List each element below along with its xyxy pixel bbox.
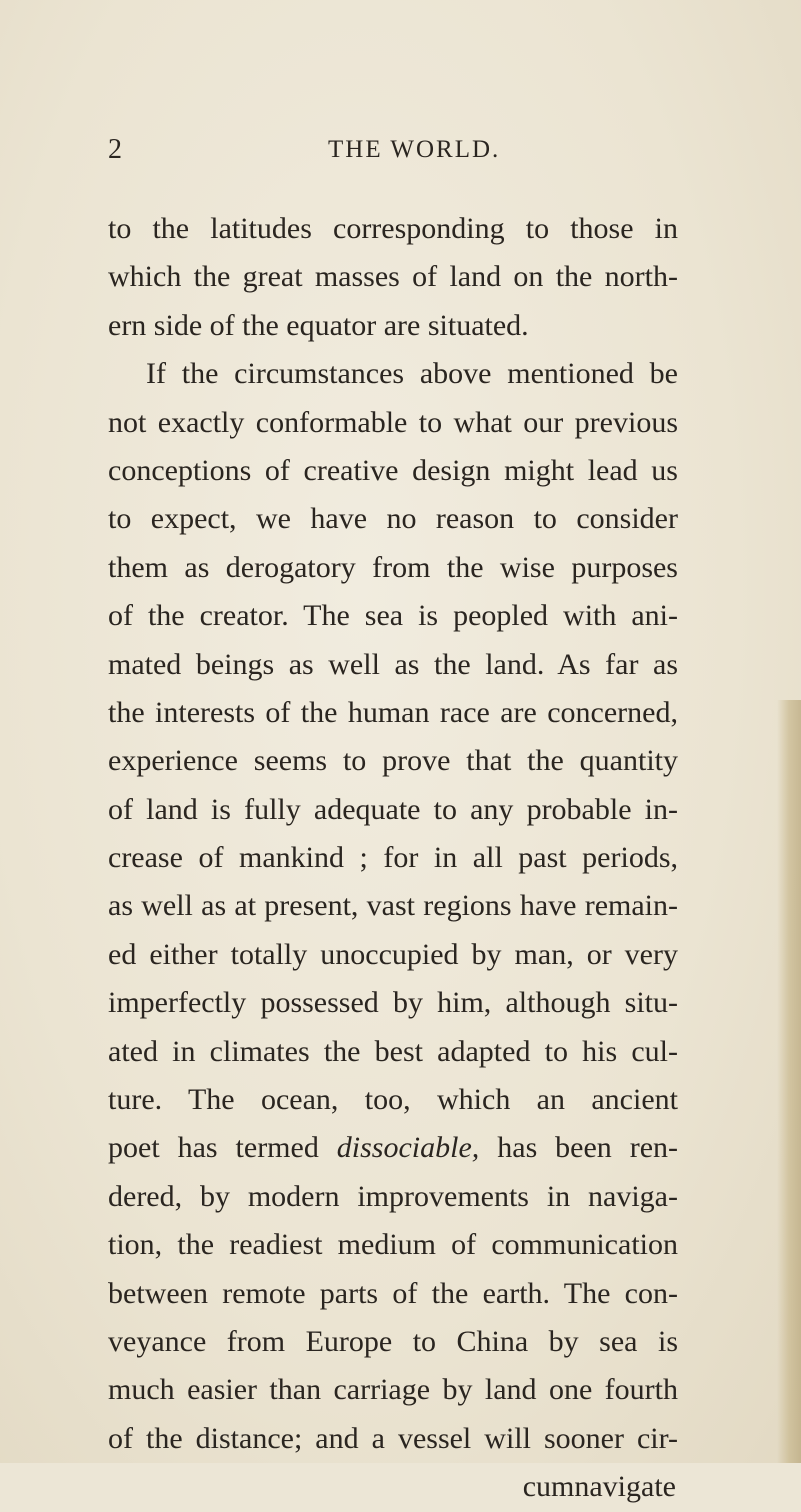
text-line: which the great masses of land on the north- (108, 260, 678, 294)
text-line: much easier than carriage by land one fourth (108, 1373, 678, 1407)
text-line: ern side of the equator are situated. (108, 308, 529, 342)
text-line: mated beings as well as the land. As far as (108, 647, 678, 681)
text-line: dered, by modern improvements in naviga- (108, 1179, 678, 1213)
running-head: THE WORLD. (328, 136, 501, 163)
catchword: cumnavigate (522, 1470, 676, 1504)
body-text (108, 205, 678, 1512)
text-line: not exactly conformable to what our previous (108, 405, 678, 439)
text-line: between remote parts of the earth. The con- (108, 1276, 678, 1310)
page-header (108, 134, 668, 174)
text-line: of land is fully adequate to any probable in- (108, 792, 678, 826)
text-segment: poet (108, 1131, 160, 1165)
text-segment: has been ren- (497, 1131, 679, 1165)
text-line: tion, the readiest medium of communication (108, 1228, 678, 1262)
text-line: crease of mankind ; for in all past periods, (108, 841, 678, 875)
page-edge-shadow (777, 700, 801, 1463)
text-line: ed either totally unoccupied by man, or very (108, 937, 678, 971)
text-line: of the creator. The sea is peopled with ani- (108, 599, 678, 633)
italic-word: dissociable, (336, 1131, 480, 1165)
text-line: imperfectly possessed by him, although situ- (108, 986, 678, 1020)
text-line-with-italic (108, 1124, 678, 1172)
text-line: them as derogatory from the wise purposes (108, 550, 678, 584)
text-line: If the circumstances above mentioned be (146, 357, 678, 391)
text-line: as well as at present, vast regions have remain- (108, 889, 678, 923)
text-line: of the distance; and a vessel will sooner cir- (108, 1421, 678, 1455)
text-line: veyance from Europe to China by sea is (108, 1324, 678, 1358)
page-number: 2 (108, 134, 122, 165)
text-line: to expect, we have no reason to consider (108, 502, 678, 536)
text-line: ture. The ocean, too, which an ancient (108, 1083, 678, 1117)
text-line: conceptions of creative design might lead us (108, 453, 678, 487)
text-segment: has termed (177, 1131, 319, 1165)
text-line: experience seems to prove that the quantity (108, 744, 678, 778)
text-line: to the latitudes corresponding to those in (108, 212, 678, 245)
text-line: the interests of the human race are concerned, (108, 695, 678, 729)
text-line: ated in climates the best adapted to his cul- (108, 1034, 678, 1068)
